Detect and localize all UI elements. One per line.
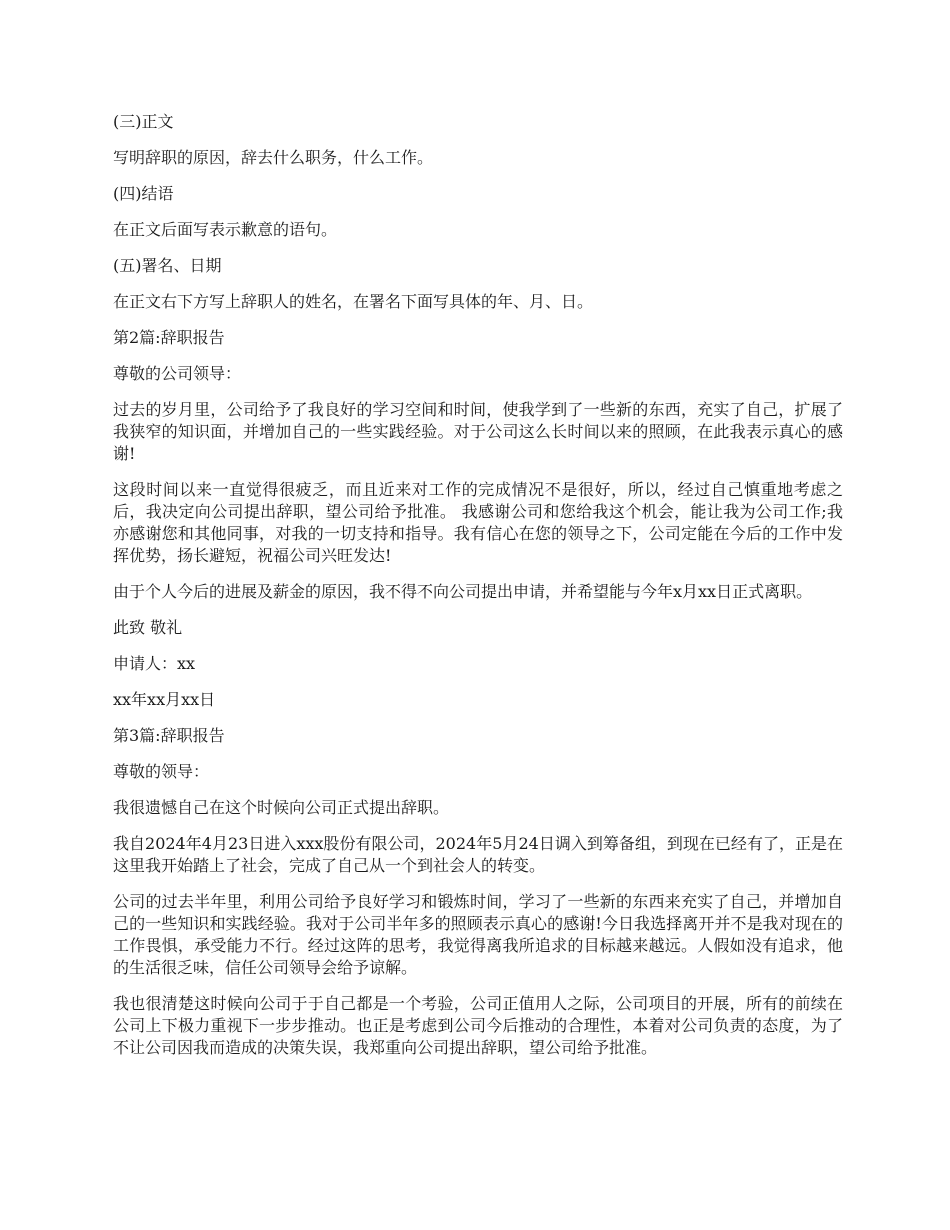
article-title-2: 第2篇:辞职报告 [113, 328, 225, 347]
section-heading-closing: (四)结语 [113, 184, 174, 203]
article-title-3: 第3篇:辞职报告 [113, 726, 225, 745]
paragraph: 我很遗憾自己在这个时候向公司正式提出辞职。 [113, 798, 450, 817]
closing-regards: 此致 敬礼 [113, 618, 183, 637]
paragraph: 我自2024年4月23日进入xxx股份有限公司，2024年5月24日调入到筹备组，到现在已经有了，正是在这里我开始踏上了社会，完成了自己从一个到社会人的转变。 [113, 834, 843, 875]
salutation: 尊敬的领导： [113, 762, 210, 781]
paragraph: 在正文右下方写上辞职人的姓名，在署名下面写具体的年、月、日。 [113, 292, 594, 311]
salutation: 尊敬的公司领导： [113, 364, 242, 383]
paragraph: 公司的过去半年里，利用公司给予良好学习和锻炼时间，学习了一些新的东西来充实了自己，并增加自己的一些知识和实践经验。我对于公司半年多的照顾表示真心的感谢!今日我选择离开并不是我对现在的工作畏惧，承受能力不行。经过这阵的思考，我觉得离我所追求的目标越来越远。人假如没有追求，他的生活很乏味，信任公司领导会给予谅解。 [113, 892, 843, 977]
applicant-line: 申请人：xx [113, 654, 196, 673]
paragraph: 这段时间以来一直觉得很疲乏，而且近来对工作的完成情况不是很好，所以，经过自己慎重地考虑之后，我决定向公司提出辞职，望公司给予批准。 我感谢公司和您给我这个机会，能让我为公司工作;我亦感谢您和其他同事，对我的一切支持和指导。我有信心在您的领导之下，公司定能在今后的工作中发挥优势，扬长避短，祝福公司兴旺发达! [113, 480, 843, 565]
date-line: xx年xx月xx日 [113, 690, 216, 709]
document-page [113, 111, 843, 1073]
section-heading-body: (三)正文 [113, 112, 174, 131]
paragraph: 由于个人今后的进展及薪金的原因，我不得不向公司提出申请，并希望能与今年x月xx日正式离职。 [113, 582, 813, 601]
paragraph: 过去的岁月里，公司给予了我良好的学习空间和时间，使我学到了一些新的东西，充实了自己，扩展了我狭窄的知识面，并增加自己的一些实践经验。对于公司这么长时间以来的照顾，在此我表示真心的感谢! [113, 400, 843, 463]
paragraph: 我也很清楚这时候向公司于于自己都是一个考验，公司正值用人之际，公司项目的开展，所有的前续在公司上下极力重视下一步步推动。也正是考虑到公司今后推动的合理性，本着对公司负责的态度，为了不让公司因我而造成的决策失误，我郑重向公司提出辞职，望公司给予批准。 [113, 994, 843, 1057]
paragraph: 写明辞职的原因，辞去什么职务，什么工作。 [113, 148, 434, 167]
paragraph: 在正文后面写表示歉意的语句。 [113, 220, 338, 239]
section-heading-signature-date: (五)署名、日期 [113, 256, 222, 275]
